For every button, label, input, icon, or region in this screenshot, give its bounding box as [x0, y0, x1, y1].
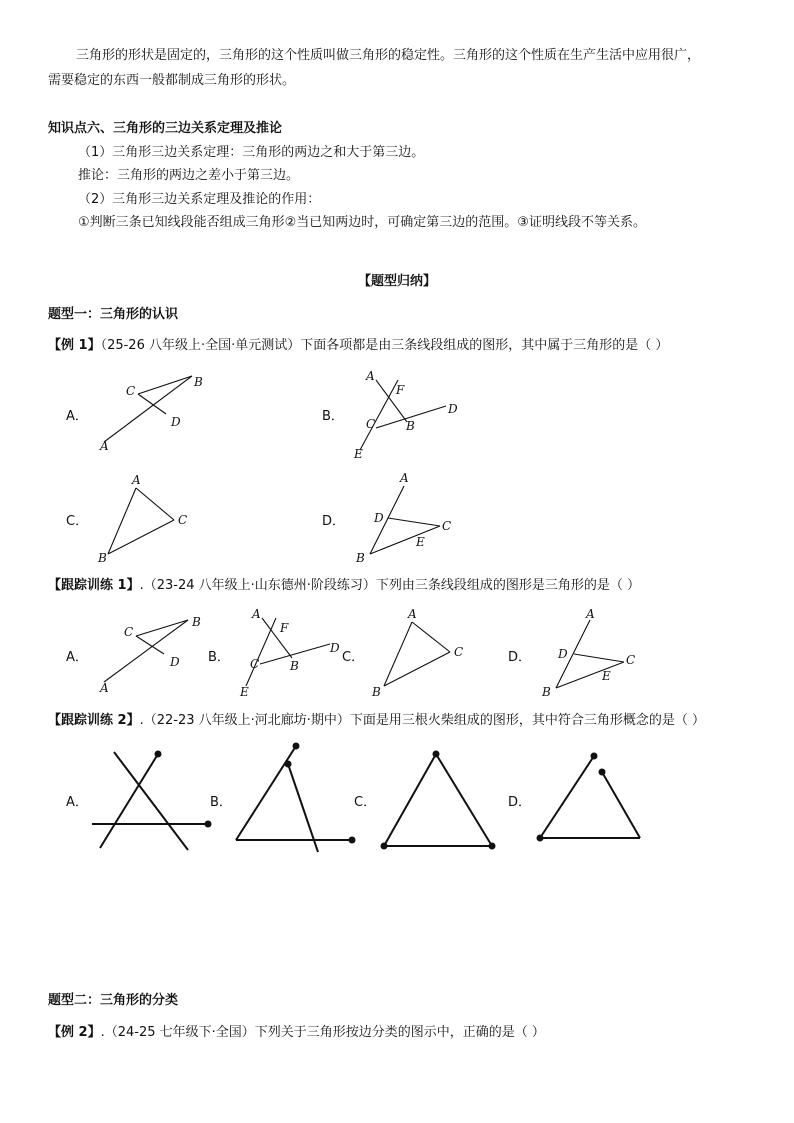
- svg-text:C: C: [442, 519, 452, 533]
- svg-text:A: A: [132, 473, 141, 487]
- type-2-title: 题型二：三角形的分类: [48, 993, 179, 1008]
- practice-2-option-a-label[interactable]: A．: [66, 795, 88, 810]
- practice-1-figure-b: [236, 606, 348, 698]
- practice-1-figure-a: [96, 612, 206, 694]
- svg-text:D: D: [374, 511, 384, 525]
- intro-line-1: 三角形的形状是固定的，三角形的这个性质叫做三角形的稳定性。三角形的这个性质在生产生活中应用很广，: [76, 48, 701, 63]
- svg-text:D: D: [448, 402, 458, 416]
- svg-text:B: B: [406, 419, 415, 433]
- practice-2-text: .（22-23 八年级上·河北廊坊·期中）下面是用三根火柴组成的图形，其中符合三角形概念的是（ ）: [139, 713, 706, 728]
- svg-text:C: C: [124, 625, 134, 639]
- svg-text:C: C: [366, 417, 376, 431]
- svg-text:C: C: [626, 653, 636, 667]
- practice-1-question: [48, 577, 640, 595]
- svg-text:C: C: [250, 657, 260, 671]
- practice-2-figure-c-matchsticks: [378, 748, 502, 850]
- svg-text:D: D: [558, 647, 568, 661]
- svg-text:E: E: [416, 535, 425, 549]
- svg-text:A: A: [100, 439, 109, 453]
- svg-text:D: D: [170, 655, 180, 669]
- practice-2-option-d-label[interactable]: D．: [508, 795, 532, 810]
- practice-1-text: .（23-24 八年级上·山东德州·阶段练习）下列由三条线段组成的图形是三角形的是（ ）: [139, 578, 641, 593]
- svg-text:B: B: [192, 615, 201, 629]
- example-2-question: [48, 1024, 545, 1042]
- practice-2-figure-b-matchsticks: [232, 740, 362, 855]
- type-1-title: 题型一：三角形的认识: [48, 307, 179, 322]
- corollary-text: 推论：三角形的两边之差小于第三边。: [78, 168, 300, 183]
- practice-2-option-c-label[interactable]: C．: [354, 795, 377, 810]
- example-1-option-a-label[interactable]: A．: [66, 409, 88, 424]
- practice-2-figure-d-matchsticks: [534, 748, 646, 844]
- svg-text:D: D: [171, 415, 181, 429]
- practice-2-tag: 【跟踪训练 2】: [48, 713, 140, 728]
- example-1-tag: 【例 1】: [48, 338, 101, 353]
- svg-text:B: B: [356, 551, 365, 565]
- example-1-option-b-label[interactable]: B．: [322, 409, 344, 424]
- practice-2-figure-a-matchsticks: [88, 740, 218, 852]
- svg-text:B: B: [290, 659, 299, 673]
- svg-text:B: B: [372, 685, 381, 699]
- svg-text:C: C: [178, 513, 188, 527]
- svg-text:E: E: [240, 685, 249, 699]
- svg-text:B: B: [542, 685, 551, 699]
- svg-text:A: A: [366, 369, 375, 383]
- intro-line-2: 需要稳定的东西一般都制成三角形的形状。: [48, 73, 296, 88]
- practice-1-option-c-label[interactable]: C．: [342, 650, 365, 665]
- svg-text:E: E: [354, 447, 363, 461]
- svg-text:C: C: [454, 645, 464, 659]
- practice-1-tag: 【跟踪训练 1】: [48, 578, 140, 593]
- svg-text:F: F: [280, 621, 289, 635]
- svg-text:A: A: [408, 607, 417, 621]
- practice-2-option-b-label[interactable]: B．: [210, 795, 232, 810]
- example-1-figure-a: [96, 370, 226, 455]
- svg-text:A: A: [586, 607, 595, 621]
- svg-text:B: B: [194, 375, 203, 389]
- svg-text:C: C: [126, 384, 136, 398]
- example-1-option-d-label[interactable]: D．: [322, 514, 346, 529]
- example-1-text: （25-26 八年级上·全国·单元测试）下面各项都是由三条线段组成的图形，其中属于三角形的是（ ）: [100, 338, 669, 353]
- triangle-inequality-theorem: （1）三角形三边关系定理：三角形的两边之和大于第三边。: [78, 145, 425, 160]
- theorem-uses-list: ①判断三条已知线段能否组成三角形②当已知两边时，可确定第三边的范围。③证明线段不等关系。: [78, 215, 646, 230]
- practice-2-question: [48, 712, 705, 730]
- section-title: 【题型归纳】: [357, 274, 436, 289]
- example-1-figure-c: [96, 472, 206, 567]
- practice-1-option-b-label[interactable]: B．: [208, 650, 230, 665]
- example-1-option-c-label[interactable]: C．: [66, 514, 89, 529]
- example-1-figure-b: [352, 368, 472, 463]
- practice-1-option-a-label[interactable]: A．: [66, 650, 88, 665]
- example-1-figure-d: [352, 470, 462, 565]
- svg-text:A: A: [100, 681, 109, 695]
- svg-text:A: A: [400, 471, 409, 485]
- knowledge-point-6-title: 知识点六、三角形的三边关系定理及推论: [48, 121, 283, 136]
- practice-1-figure-d: [538, 606, 650, 698]
- practice-1-option-d-label[interactable]: D．: [508, 650, 532, 665]
- example-1-question: [48, 337, 668, 355]
- svg-text:D: D: [330, 641, 340, 655]
- practice-1-figure-c: [370, 606, 476, 698]
- svg-text:A: A: [252, 607, 261, 621]
- svg-text:E: E: [602, 669, 611, 683]
- svg-text:B: B: [98, 551, 107, 565]
- example-2-tag: 【例 2】: [48, 1025, 101, 1040]
- example-2-text: .（24-25 七年级下·全国）下列关于三角形按边分类的图示中，正确的是（ ）: [100, 1025, 545, 1040]
- svg-text:F: F: [396, 383, 405, 397]
- theorem-uses-heading: （2）三角形三边关系定理及推论的作用：: [78, 192, 321, 207]
